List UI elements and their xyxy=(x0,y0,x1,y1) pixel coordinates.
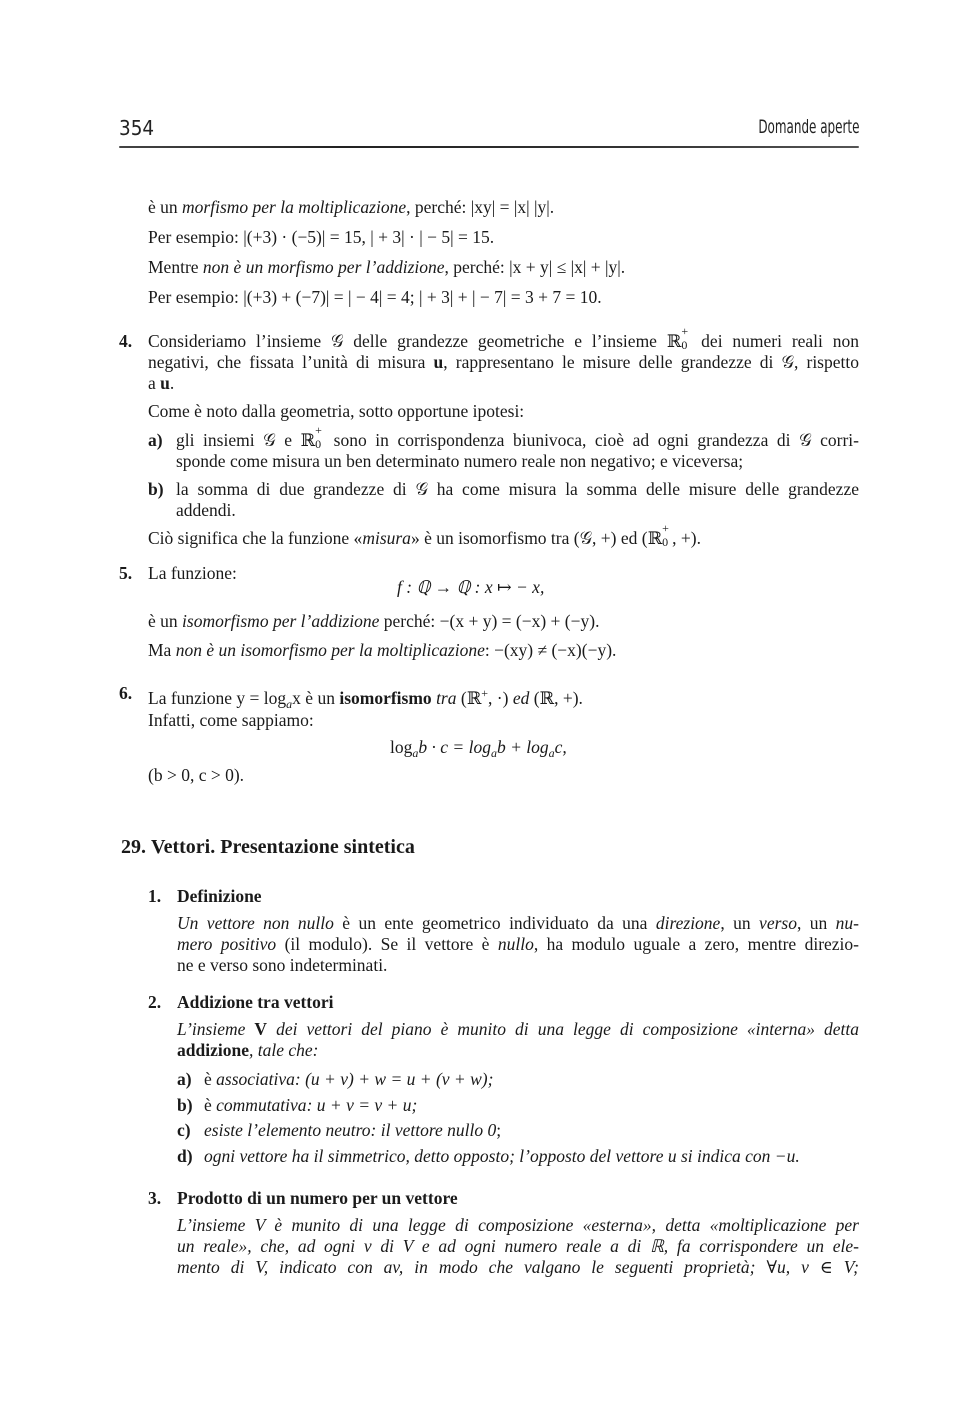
text: (ℝ xyxy=(456,688,482,708)
emphasis: isomorfismo per l’addizione xyxy=(182,611,380,631)
s2-item-d xyxy=(204,1146,800,1167)
subscript: a xyxy=(412,746,419,760)
text: gli insiemi 𝒢 e ℝ xyxy=(176,430,316,450)
emphasis: Un vettore non nullo xyxy=(177,913,334,933)
subitem-label: c) xyxy=(177,1120,191,1140)
intro-line-1 xyxy=(148,197,554,218)
text: , un xyxy=(796,913,836,933)
text: : −(xy) ≠ (−x)(−y). xyxy=(484,640,617,660)
text: b + log xyxy=(496,737,549,757)
emphasis: , tale che: xyxy=(248,1040,319,1060)
intro-line-4: Per esempio: |(+3) + (−7)| = | − 4| = 4; | + 3| + | − 7| = 3 + 7 = 10. xyxy=(148,287,602,307)
emphasis: misura xyxy=(362,528,411,548)
text: a xyxy=(148,373,161,393)
subscript: a xyxy=(286,697,293,711)
s2-line-2 xyxy=(177,1040,318,1061)
text: ; l’opposto del vettore u si indica con −u. xyxy=(509,1146,800,1166)
s1-line-3: ne e verso sono indeterminati. xyxy=(177,955,388,975)
item-number: 6. xyxy=(119,683,133,703)
subscript: a xyxy=(548,746,555,760)
superscript: + xyxy=(481,686,489,700)
bold-text: u xyxy=(160,373,170,393)
text: x è un xyxy=(292,688,340,708)
emphasis: associativa xyxy=(216,1069,295,1089)
subsection-title: Definizione xyxy=(177,886,262,906)
section-number: 29. xyxy=(121,836,146,858)
text: » è un isomorfismo tra (𝒢, +) ed (ℝ xyxy=(410,528,663,548)
text: Ciò significa che la funzione « xyxy=(148,528,363,548)
emphasis: tra xyxy=(431,688,457,708)
bold-text: isomorfismo xyxy=(339,688,432,708)
subsection-number: 3. xyxy=(148,1188,162,1208)
subitem-label: b) xyxy=(177,1095,193,1115)
emphasis: morfismo per la moltiplicazione xyxy=(182,197,407,217)
emphasis: commutativa xyxy=(216,1095,307,1115)
s1-line-2 xyxy=(177,934,859,955)
text: . xyxy=(169,373,175,393)
item4-a-line-1 xyxy=(176,423,859,451)
text: , perché: |x + y| ≤ |x| + |y|. xyxy=(444,257,626,277)
formula: : (u + v) + w = u + (v + w); xyxy=(294,1069,494,1089)
text: b · c = log xyxy=(418,737,491,757)
text: (ℝ, +). xyxy=(529,688,583,708)
page-number: 354 xyxy=(119,116,155,140)
item6-line-2: Infatti, come sappiamo: xyxy=(148,710,314,730)
subsection-title: Prodotto di un numero per un vettore xyxy=(177,1188,458,1208)
emphasis: nu- xyxy=(835,913,859,933)
text: Mentre xyxy=(148,257,203,277)
text: è un ente geometrico individuato da una xyxy=(333,913,656,933)
emphasis: ed xyxy=(512,688,530,708)
subitem-label: d) xyxy=(177,1146,193,1166)
text: , perché: |xy| = |x| |y|. xyxy=(406,197,555,217)
text: L’insieme xyxy=(177,1019,255,1039)
text: dei vettori del piano è munito di una legge di composizione «interna» detta xyxy=(267,1019,859,1039)
item5-line-3 xyxy=(148,640,616,661)
text: , un xyxy=(720,913,760,933)
superscript-subscript: + 0 xyxy=(315,423,322,451)
text: , +). xyxy=(672,528,701,548)
text: Ma xyxy=(148,640,176,660)
item4-conclusion xyxy=(148,521,701,549)
s2-item-c xyxy=(204,1120,501,1141)
subsection-number: 2. xyxy=(148,992,162,1012)
subscript: a xyxy=(490,746,497,760)
subitem-label: a) xyxy=(148,430,163,450)
item4-line-2 xyxy=(148,352,859,373)
section-heading xyxy=(121,836,415,858)
item-number: 5. xyxy=(119,563,133,583)
s2-item-b xyxy=(204,1095,417,1116)
emphasis: mero positivo xyxy=(177,934,277,954)
superscript-subscript: + 0 xyxy=(681,324,689,352)
emphasis: direzione xyxy=(655,913,721,933)
subsection-number: 1. xyxy=(148,886,162,906)
subsection-title: Addizione tra vettori xyxy=(177,992,334,1012)
text: , ha modulo uguale a zero, mentre direzio- xyxy=(533,934,859,954)
text: , rappresentano le misure delle grandezze di 𝒢, rispetto xyxy=(443,352,859,372)
item4-line-3 xyxy=(148,373,174,394)
subitem-label: a) xyxy=(177,1069,192,1089)
text: è un xyxy=(148,197,183,217)
bold-text: u xyxy=(433,352,444,372)
s1-line-1 xyxy=(177,913,859,934)
text: perché: −(x + y) = (−x) + (−y). xyxy=(379,611,600,631)
text: sono in corrispondenza biunivoca, cioè ad ogni grandezza di 𝒢 corri- xyxy=(325,430,859,450)
header-rule xyxy=(119,146,859,148)
text: è un xyxy=(148,611,183,631)
running-head: Domande aperte xyxy=(757,116,859,138)
item4-line-4: Come è noto dalla geometria, sotto opportune ipotesi: xyxy=(148,401,525,421)
text: è xyxy=(204,1095,217,1115)
item-number: 4. xyxy=(119,331,133,351)
emphasis: esiste l’elemento neutro: il vettore nullo 0 xyxy=(204,1120,497,1140)
text: Consideriamo l’insieme 𝒢 delle grandezze geometriche e l’insieme ℝ xyxy=(148,331,682,351)
text: negativi, che fissata l’unità di misura xyxy=(148,352,434,372)
emphasis: nullo xyxy=(497,934,534,954)
s3-line-3: mento di V, indicato con av, in modo che valgano le seguenti proprietà; ∀u, v ∈ V; xyxy=(177,1257,859,1277)
superscript-subscript: + 0 xyxy=(662,521,669,549)
emphasis: verso xyxy=(759,913,797,933)
intro-line-2: Per esempio: |(+3) · (−5)| = 15, | + 3| · | − 5| = 15. xyxy=(148,227,495,247)
text: log xyxy=(390,737,413,757)
s3-line-2: un reale», che, ad ogni v di V e ad ogni numero reale a di ℝ, fa corrispondere un ele- xyxy=(177,1236,859,1256)
item4-b-line-2: addendi. xyxy=(176,500,236,520)
text: La funzione y = log xyxy=(148,688,287,708)
item5-line-1: La funzione: xyxy=(148,563,237,583)
section-title: Vettori. Presentazione sintetica xyxy=(151,836,415,858)
emphasis: non è un morfismo per l’addizione xyxy=(202,257,445,277)
bold-text: addizione xyxy=(177,1040,249,1060)
emphasis: non è un isomorfismo per la moltiplicazione xyxy=(175,640,485,660)
item5-line-2 xyxy=(148,611,599,632)
text: c, xyxy=(554,737,567,757)
bold-text: V xyxy=(254,1019,268,1039)
emphasis: ogni vettore ha il simmetrico, detto opposto xyxy=(204,1146,510,1166)
s2-item-a xyxy=(204,1069,493,1090)
item4-line-1 xyxy=(148,324,859,352)
formula: : u + v = v + u; xyxy=(306,1095,418,1115)
item4-b-line-1: la somma di due grandezze di 𝒢 ha come misura la somma delle misure delle grandezze xyxy=(176,479,859,499)
text: dei numeri reali non xyxy=(691,331,859,351)
text: , ·) xyxy=(488,688,513,708)
intro-line-3 xyxy=(148,257,625,278)
text: è xyxy=(204,1069,217,1089)
item6-formula xyxy=(390,737,567,764)
item5-formula: f : ℚ → ℚ : x ↦ − x, xyxy=(397,577,545,597)
text: ; xyxy=(496,1120,502,1140)
s2-line-1 xyxy=(177,1019,859,1040)
text: (il modulo). Se il vettore è xyxy=(276,934,498,954)
subitem-label: b) xyxy=(148,479,164,499)
item6-line-3: (b > 0, c > 0). xyxy=(148,765,245,785)
item4-a-line-2: sponde come misura un ben determinato numero reale non negativo; e viceversa; xyxy=(176,451,744,471)
page-header xyxy=(119,116,859,146)
s3-line-1: L’insieme V è munito di una legge di composizione «esterna», detta «moltiplicazione per xyxy=(177,1215,859,1235)
